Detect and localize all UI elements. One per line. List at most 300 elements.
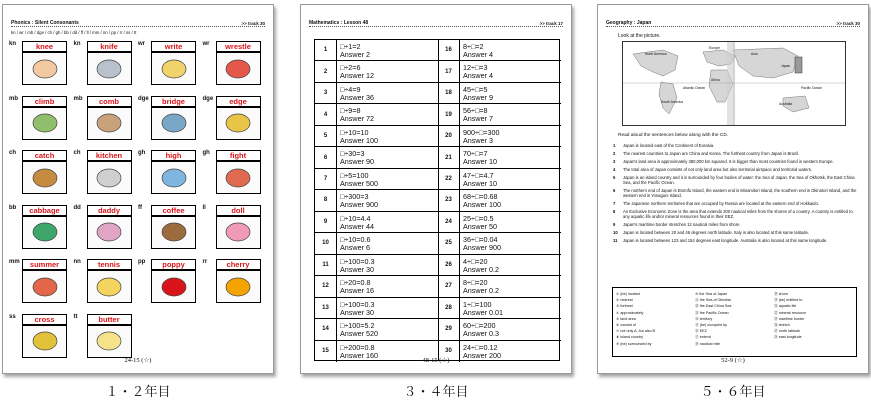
geo-sentence xyxy=(612,230,857,235)
math-question: □÷10=10 xyxy=(340,127,369,137)
math-question: 47÷□=4.7 xyxy=(463,170,494,180)
geo-vocab-item: ⑦ not only A, but also B xyxy=(616,329,655,334)
phonics-word: fight xyxy=(216,150,261,161)
phonics-word: daddy xyxy=(87,205,132,216)
world-map xyxy=(622,41,846,126)
phonics-card xyxy=(138,205,200,253)
phonics-picture xyxy=(22,270,67,303)
phonics-code: dge xyxy=(138,95,149,102)
phonics-page-number: 24-15 (☆) xyxy=(124,357,152,364)
math-answer: Answer 44 xyxy=(340,221,374,231)
picture-icon xyxy=(159,221,189,243)
math-answer: Answer 0.2 xyxy=(463,286,499,296)
math-answer: Answer 900 xyxy=(340,200,378,210)
geo-vocab-item: ⑤ land area xyxy=(616,316,636,321)
math-question: □÷9=8 xyxy=(340,106,361,116)
picture-icon xyxy=(30,221,60,243)
phonics-card xyxy=(74,41,136,89)
math-problem-row xyxy=(438,298,561,319)
phonics-card xyxy=(138,41,200,89)
geo-sentence-text: Japan is located between 20 and 46 degrees north latitude. Italy is also located at this same latitude. xyxy=(623,229,809,235)
geo-sentence xyxy=(612,188,857,199)
caption-years-1-2: １・２年目 xyxy=(105,385,171,400)
phonics-code: pp xyxy=(138,259,146,265)
map-label: Asia xyxy=(751,52,758,56)
geo-vocab-item: ㉔ stretch xyxy=(774,323,790,328)
geo-sentence-text: Japan is located between 123 and 154 degrees east longitude. Australia is also located at this same longitude. xyxy=(623,237,828,243)
geo-sentence xyxy=(612,238,857,243)
phonics-worksheet xyxy=(2,4,274,374)
phonics-picture xyxy=(87,52,132,85)
geo-sentence-number: 1 xyxy=(613,143,616,148)
math-problem-row xyxy=(438,319,561,340)
math-problem-row xyxy=(315,319,438,340)
math-problem-number: 3 xyxy=(315,83,337,103)
phonics-code: ch xyxy=(9,150,17,156)
picture-icon xyxy=(30,276,60,298)
picture-icon xyxy=(223,58,253,80)
geo-sentence-text: The Japanese northern territories that are occupied by Russia are located at the eastern end of Hokkaido. xyxy=(623,200,819,206)
math-problem-row xyxy=(315,212,438,233)
picture-icon xyxy=(159,58,189,80)
phonics-word: butter xyxy=(87,314,132,325)
math-problem-number: 23 xyxy=(438,190,460,210)
math-question: □÷10=4.4 xyxy=(340,213,371,223)
phonics-code: kn xyxy=(73,41,81,47)
phonics-code: dge xyxy=(202,95,214,102)
math-answer: Answer 72 xyxy=(340,114,374,124)
math-problem-row xyxy=(438,61,561,82)
phonics-picture xyxy=(151,216,196,249)
geo-sentence-number: 8 xyxy=(613,208,616,214)
math-answer: Answer 900 xyxy=(463,243,501,253)
geo-vocab-item: ⑲ shore xyxy=(774,292,788,296)
geo-vocab-item: ② nearest xyxy=(616,298,633,303)
math-problem-number: 5 xyxy=(315,126,337,146)
phonics-word: knee xyxy=(22,41,67,52)
phonics-card xyxy=(9,150,71,198)
picture-icon xyxy=(223,276,253,298)
phonics-code: ll xyxy=(202,204,206,211)
geo-vocab-item: ⑨ (be) surrounded by xyxy=(616,341,652,346)
geo-vocab-item: ⑮ (be) occupied by xyxy=(695,323,727,328)
geo-vocab-item: ⑱ nautical mile xyxy=(695,341,721,346)
geo-vocab-item: ⑥ consist of xyxy=(616,323,636,328)
math-problem-row xyxy=(315,83,438,104)
math-question: □÷300=3 xyxy=(340,192,369,202)
phonics-picture xyxy=(22,216,67,249)
phonics-word: edge xyxy=(216,96,261,107)
math-problem-number: 17 xyxy=(438,61,460,81)
picture-icon xyxy=(94,276,124,298)
math-problem-number: 11 xyxy=(315,255,337,275)
math-problem-number: 28 xyxy=(438,298,460,318)
math-question: 45÷□=5 xyxy=(463,84,488,94)
math-question: 4÷□=20 xyxy=(463,256,488,266)
phonics-picture xyxy=(87,325,132,358)
math-question: 12÷□=3 xyxy=(463,63,488,73)
phonics-code: ff xyxy=(138,204,142,211)
geo-sentence xyxy=(612,222,857,227)
math-problem-row xyxy=(315,147,438,168)
math-problem-number: 6 xyxy=(315,147,337,167)
phonics-picture xyxy=(216,161,261,194)
math-answer: Answer 6 xyxy=(340,243,370,253)
phonics-code: mb xyxy=(9,95,18,102)
phonics-card xyxy=(138,259,200,307)
phonics-card xyxy=(9,96,71,144)
map-label: Europe xyxy=(709,46,720,50)
math-answer: Answer 10 xyxy=(463,157,497,167)
math-problem-number: 26 xyxy=(438,255,460,275)
picture-icon xyxy=(223,167,253,189)
phonics-picture xyxy=(22,325,67,358)
phonics-word: knife xyxy=(87,41,132,52)
math-question: 70÷□=7 xyxy=(463,149,488,159)
phonics-card xyxy=(138,150,200,198)
phonics-card xyxy=(9,205,71,253)
geo-sentence xyxy=(612,159,857,164)
phonics-code: ss xyxy=(9,313,16,320)
phonics-picture xyxy=(151,270,196,303)
map-label: Australia xyxy=(779,102,793,106)
math-question: 36÷□=0.04 xyxy=(463,235,498,245)
math-problem-number: 22 xyxy=(438,169,460,189)
math-answer: Answer 0.2 xyxy=(463,264,499,274)
math-answer: Answer 12 xyxy=(340,71,374,81)
phonics-code: ch xyxy=(73,150,81,156)
phonics-subtitle: kn / wr / mb / dge / ch / gh / bb / dd / ff / ll / mm / nn / pp / rr / ss / tt xyxy=(11,30,137,35)
math-question: □÷2=6 xyxy=(340,63,361,73)
phonics-card xyxy=(9,41,71,89)
math-question: 8÷□=2 xyxy=(463,42,484,51)
phonics-card xyxy=(74,96,136,144)
math-problem-number: 16 xyxy=(438,40,460,60)
phonics-card xyxy=(138,96,200,144)
phonics-code: kn xyxy=(9,41,17,47)
map-label: South America xyxy=(661,100,684,104)
geo-sentence xyxy=(612,143,857,148)
phonics-code: dd xyxy=(73,204,81,211)
math-problem-row xyxy=(438,169,561,190)
picture-icon xyxy=(30,330,60,352)
phonics-word: wrestle xyxy=(216,41,261,52)
math-problem-number: 24 xyxy=(438,212,460,232)
phonics-word: cross xyxy=(22,314,67,325)
math-question: 68÷□=0.68 xyxy=(463,192,498,202)
geo-vocab-item: ⑬ the Pacific Ocean xyxy=(695,310,729,315)
phonics-word: high xyxy=(151,150,196,161)
phonics-code: nn xyxy=(73,259,81,265)
math-problem-row xyxy=(315,298,438,319)
geo-sentence-number: 10 xyxy=(613,229,618,235)
math-problem-number: 19 xyxy=(438,104,460,124)
math-question: □÷100=0.3 xyxy=(340,256,375,266)
geo-vocab-item: ㉒ mineral resource xyxy=(774,310,807,315)
phonics-card xyxy=(74,259,136,307)
math-page-number: 48-15 (☆) xyxy=(422,357,450,364)
math-problem-row xyxy=(315,126,438,147)
phonics-title: Phonics : Silent Consonants xyxy=(11,20,79,26)
math-answer: Answer 0.3 xyxy=(463,329,499,339)
caption-years-5-6: ５・６年目 xyxy=(700,385,766,400)
math-track: >> track 17 xyxy=(539,21,563,26)
phonics-card xyxy=(203,96,265,144)
phonics-word: summer xyxy=(22,259,67,270)
picture-icon xyxy=(159,167,189,189)
geo-sentence-text: The total area of Japan consists of not only land area but also territorial airspace and territorial waters. xyxy=(623,166,813,172)
math-title: Mathematics : Lesson 48 xyxy=(309,20,369,26)
math-problem-row xyxy=(315,276,438,297)
phonics-code: bb xyxy=(9,204,17,211)
math-header xyxy=(309,18,563,27)
picture-icon xyxy=(223,221,253,243)
phonics-code: gh xyxy=(138,150,146,156)
phonics-picture xyxy=(87,216,132,249)
math-problem-row xyxy=(438,147,561,168)
math-answer: Answer 9 xyxy=(463,92,493,102)
picture-icon xyxy=(30,167,60,189)
geo-vocab-item: ⑰ extend xyxy=(695,335,711,340)
math-answer: Answer 7 xyxy=(463,114,493,124)
phonics-code: gh xyxy=(202,150,210,156)
geo-vocab-item: ⑩ the Sea of Japan xyxy=(695,292,728,296)
phonics-word: tennis xyxy=(87,259,132,270)
phonics-code: mm xyxy=(9,259,20,265)
geo-vocab-column xyxy=(616,291,695,353)
picture-icon xyxy=(223,112,253,134)
geo-sentence-text: Japan is an island country and it is surrounded by four bodies of water: the Sea of Japan, the Sea of Okhotsk, the East China Sea, and the Pacific Ocean. xyxy=(623,174,855,185)
map-label: Atlantic Ocean xyxy=(683,86,706,90)
geo-header xyxy=(606,18,860,27)
geo-sentence-text: The northern end of Japan is Etorofu Island, the eastern end is Minamitori Island, the southern end is Okinotori Island, and the western end is Yonaguni Island. xyxy=(623,187,857,199)
geo-sentence-number: 4 xyxy=(613,166,616,172)
phonics-picture xyxy=(22,161,67,194)
math-answer: Answer 4 xyxy=(463,50,493,59)
math-answer: Answer 10 xyxy=(463,178,497,188)
picture-icon xyxy=(159,276,189,298)
phonics-card xyxy=(74,150,136,198)
geo-vocab-item: ⑧ island country xyxy=(616,335,644,340)
math-problem-number: 21 xyxy=(438,147,460,167)
math-question: 25÷□=0.5 xyxy=(463,213,494,223)
phonics-picture xyxy=(22,107,67,140)
geo-sentence-number: 9 xyxy=(613,222,616,228)
geo-sentence xyxy=(612,201,857,206)
phonics-picture xyxy=(216,107,261,140)
geo-sentence-number: 6 xyxy=(613,187,616,193)
math-answer: Answer 0.01 xyxy=(463,307,503,317)
math-problem-row xyxy=(438,104,561,125)
math-problem-number: 1 xyxy=(315,40,337,60)
phonics-word: doll xyxy=(216,205,261,216)
phonics-card xyxy=(9,259,71,307)
phonics-picture xyxy=(216,270,261,303)
picture-icon xyxy=(30,112,60,134)
phonics-code: tt xyxy=(73,313,78,320)
geo-instruction-look: Look at the picture. xyxy=(618,33,661,39)
math-answer: Answer 16 xyxy=(340,286,374,296)
math-problem-number: 14 xyxy=(315,319,337,339)
geo-sentence xyxy=(612,151,857,156)
geo-sentence-text: Japan is located east of the Continent of Eurasia. xyxy=(623,143,715,148)
caption-years-3-4: ３・４年目 xyxy=(403,385,469,400)
phonics-word: coffee xyxy=(151,205,196,216)
phonics-code: rr xyxy=(202,259,208,265)
math-answer: Answer 100 xyxy=(340,135,378,145)
geo-sentence-list xyxy=(612,143,857,246)
phonics-card xyxy=(9,314,71,362)
math-problem-number: 18 xyxy=(438,83,460,103)
geo-sentence-text: The nearest countries to Japan are China and Korea. The furthest country from Japan is Brazil. xyxy=(623,150,800,156)
math-problem-number: 8 xyxy=(315,190,337,210)
math-worksheet xyxy=(300,4,572,374)
math-question: 56÷□=8 xyxy=(463,106,488,116)
math-problem-row xyxy=(438,126,561,147)
geo-sentence-text: Japan's land area is approximately 380,000 km squared. It is bigger than most countries found in western Europe. xyxy=(623,158,834,164)
math-question: □÷5=100 xyxy=(340,170,369,180)
math-question: 60÷□=200 xyxy=(463,321,496,331)
math-question: 8÷□=20 xyxy=(463,278,488,288)
math-problem-row xyxy=(438,83,561,104)
geo-vocab-item: ㉓ maritime border xyxy=(774,316,805,321)
math-problem-row xyxy=(438,190,561,211)
picture-icon xyxy=(94,112,124,134)
math-question: □÷100=5.2 xyxy=(340,321,375,331)
math-answer: Answer 90 xyxy=(340,157,374,167)
geo-vocabulary-box xyxy=(612,287,857,357)
math-problem-number: 27 xyxy=(438,276,460,296)
math-question: □÷30=3 xyxy=(340,149,365,159)
geo-page-number: 52-9 (☆) xyxy=(721,357,745,364)
geo-vocab-column xyxy=(774,291,853,353)
geo-vocab-item: ㉖ east longitude xyxy=(774,335,802,340)
picture-icon xyxy=(159,112,189,134)
geo-sentence-number: 5 xyxy=(613,174,616,180)
picture-icon xyxy=(94,330,124,352)
phonics-picture xyxy=(216,52,261,85)
math-question: 900÷□=300 xyxy=(463,127,500,137)
phonics-picture xyxy=(87,161,132,194)
math-problem-row xyxy=(438,212,561,233)
math-problem-number: 7 xyxy=(315,169,337,189)
phonics-picture xyxy=(151,161,196,194)
phonics-card xyxy=(203,259,265,307)
math-answer: Answer 50 xyxy=(463,221,497,231)
map-label: Pacific Ocean xyxy=(801,86,822,90)
phonics-code: mb xyxy=(73,95,83,102)
picture-icon xyxy=(94,167,124,189)
phonics-picture xyxy=(151,52,196,85)
math-problem-number: 9 xyxy=(315,212,337,232)
math-table xyxy=(314,39,560,361)
math-answer: Answer 4 xyxy=(463,71,493,81)
math-problem-number: 20 xyxy=(438,126,460,146)
geo-vocab-item: ④ approximately xyxy=(616,310,644,315)
math-answer: Answer 500 xyxy=(340,178,378,188)
math-question: □÷100=0.3 xyxy=(340,299,375,309)
geo-title: Geography : Japan xyxy=(606,20,652,26)
math-problem-row xyxy=(438,233,561,254)
math-problem-row xyxy=(315,169,438,190)
map-label: Japan xyxy=(781,64,791,68)
math-answer: Answer 160 xyxy=(340,350,378,360)
math-problem-number: 25 xyxy=(438,233,460,253)
geo-vocab-item: ⑯ EEZ xyxy=(695,329,707,334)
math-answer: Answer 2 xyxy=(340,50,370,59)
math-answer: Answer 30 xyxy=(340,264,374,274)
math-question: □÷4=9 xyxy=(340,84,361,94)
phonics-word: cherry xyxy=(216,259,261,270)
phonics-header xyxy=(11,18,265,27)
geo-vocab-item: ① (be) located xyxy=(616,292,640,296)
math-question: □÷1=2 xyxy=(340,42,361,51)
math-problem-row xyxy=(438,276,561,297)
geo-instruction-read: Read aloud the sentences below along with the CD. xyxy=(618,133,729,138)
geo-vocab-column xyxy=(695,291,774,353)
phonics-picture xyxy=(22,52,67,85)
math-answer: Answer 36 xyxy=(340,92,374,102)
math-question: □÷200=0.8 xyxy=(340,342,375,352)
math-problem-row xyxy=(315,104,438,125)
phonics-picture xyxy=(216,216,261,249)
geo-sentence-number: 3 xyxy=(613,158,616,164)
picture-icon xyxy=(94,58,124,80)
math-question: □÷10=0.6 xyxy=(340,235,371,245)
math-problem-number: 15 xyxy=(315,341,337,362)
geo-sentence xyxy=(612,175,857,186)
phonics-word: climb xyxy=(22,96,67,107)
geo-sentence-number: 7 xyxy=(613,200,616,206)
math-problem-row xyxy=(315,190,438,211)
math-answer: Answer 30 xyxy=(340,307,374,317)
math-problem-number: 29 xyxy=(438,319,460,339)
geo-sentence-number: 2 xyxy=(613,150,616,156)
geo-vocab-item: ⑪ the Sea of Okhotsk xyxy=(695,298,732,303)
math-question: □÷20=0.8 xyxy=(340,278,371,288)
geo-sentence-number: 11 xyxy=(613,237,618,243)
math-question: 1÷□=100 xyxy=(463,299,492,309)
math-problem-row xyxy=(438,255,561,276)
phonics-card xyxy=(203,41,265,89)
geo-track: >> track 30 xyxy=(836,21,860,26)
math-answer: Answer 100 xyxy=(463,200,501,210)
phonics-picture xyxy=(151,107,196,140)
phonics-card xyxy=(74,314,136,362)
geo-vocab-item: ⑳ (be) entitled to xyxy=(774,298,803,303)
geo-vocab-item: ⑭ territory xyxy=(695,316,713,321)
phonics-picture xyxy=(87,107,132,140)
phonics-word: bridge xyxy=(151,96,196,107)
picture-icon xyxy=(94,221,124,243)
geo-sentence xyxy=(612,167,857,172)
math-answer: Answer 200 xyxy=(463,350,501,360)
phonics-word: cabbage xyxy=(22,205,67,216)
math-problem-row xyxy=(315,40,438,61)
picture-icon xyxy=(30,58,60,80)
phonics-word: catch xyxy=(22,150,67,161)
math-question: 24÷□=0.12 xyxy=(463,342,498,352)
math-problem-number: 13 xyxy=(315,298,337,318)
phonics-picture xyxy=(87,270,132,303)
phonics-track: >> track 30 xyxy=(241,21,265,26)
math-answer: Answer 3 xyxy=(463,135,493,145)
map-label: Africa xyxy=(711,78,720,82)
math-problem-row xyxy=(315,61,438,82)
geo-sentence-text: An Exclusive Economic Zone is the area that extends 200 nautical miles from the shores of a country. A country is entitled to any aquatic life and/or mineral resources found in their EEZ. xyxy=(623,208,853,220)
phonics-word: comb xyxy=(87,96,132,107)
phonics-word: write xyxy=(151,41,196,52)
